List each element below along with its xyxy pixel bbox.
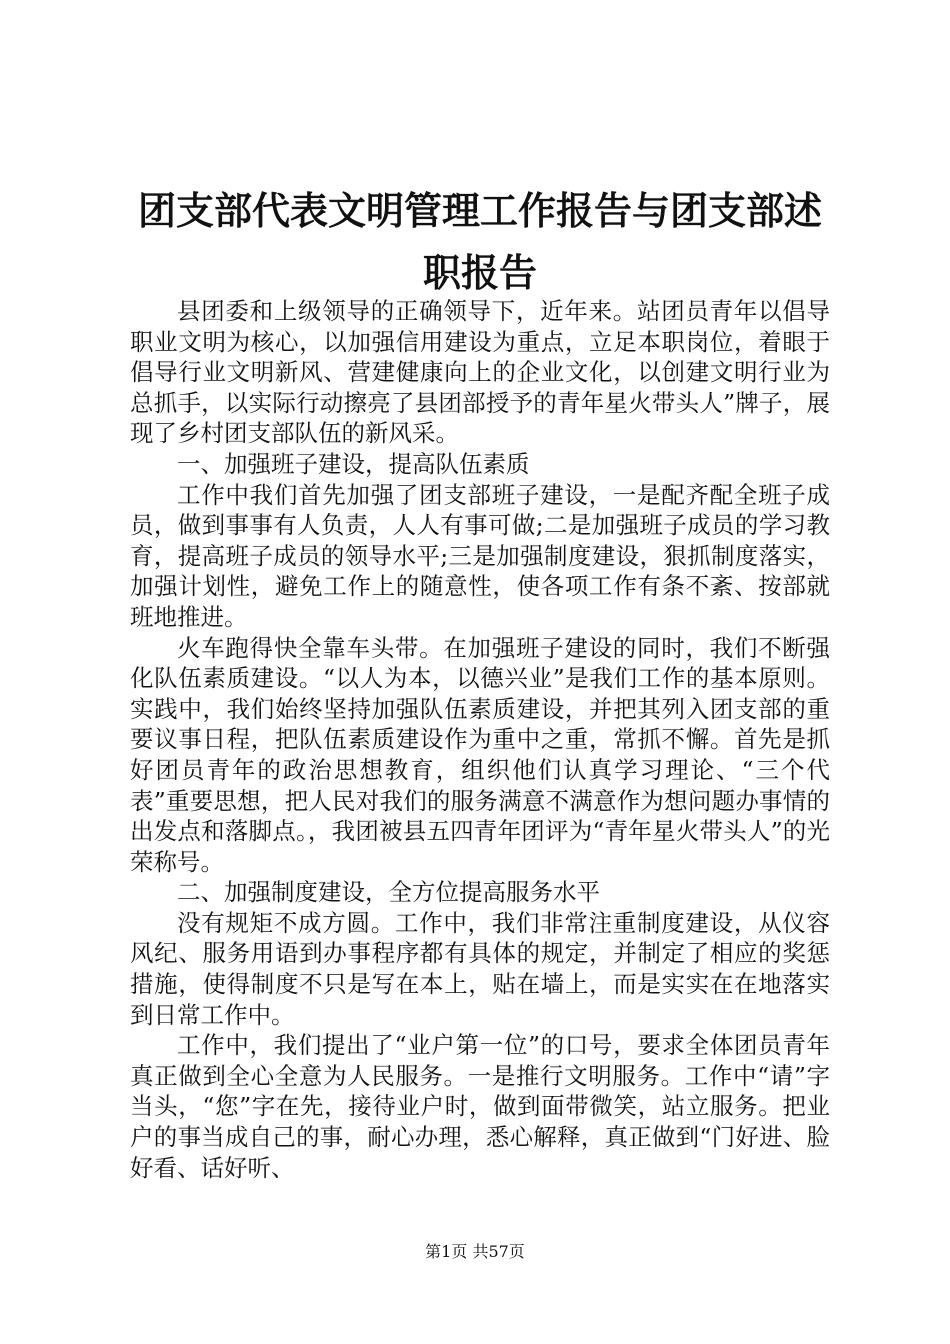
section-heading-1: 一、加强班子建设，提高队伍素质	[177, 449, 530, 478]
paragraph-intro: 县团委和上级领导的正确领导下，近年来。站团员青年以倡导职业文明为核心，以加强信用建设为重点，立足本职岗位，着眼于倡导行业文明新风、营建健康向上的企业文化，以创建文明行业为总抓手，以实际行动擦亮了县团部授予的青年星火带头人”牌子，展现了乡村团支部队伍的新风采。	[130, 297, 830, 448]
document-title: 团支部代表文明管理工作报告与团支部述职报告	[137, 189, 822, 295]
paragraph-rules: 没有规矩不成方圆。工作中，我们非常注重制度建设，从仪容风纪、服务用语到办事程序都有具体的规定，并制定了相应的奖惩措施，使得制度不只是写在本上，贴在墙上，而是实实在在地落实到日常工作中。	[130, 908, 830, 1029]
section-heading-2: 二、加强制度建设，全方位提高服务水平	[177, 878, 600, 907]
document-body	[130, 296, 830, 1183]
paragraph-service: 工作中，我们提出了“业户第一位”的口号，要求全体团员青年真正做到全心全意为人民服务。一是推行文明服务。工作中“请”字当头，“您”字在先，接待业户时，做到面带微笑，站立服务。把业户的事当成自己的事，耐心办理，悉心解释，真正做到“门好进、脸好看、话好听、	[130, 1031, 830, 1182]
paragraph-team-building: 工作中我们首先加强了团支部班子建设，一是配齐配全班子成员，做到事事有人负责，人人有事可做;二是加强班子成员的学习教育，提高班子成员的领导水平;三是加强制度建设，狠抓制度落实，加强计划性，避免工作上的随意性，使各项工作有条不紊、按部就班地推进。	[130, 480, 830, 631]
page-number: 第1页 共57页	[425, 1242, 525, 1261]
paragraph-quality-building: 火车跑得快全靠车头带。在加强班子建设的同时，我们不断强化队伍素质建设。“以人为本，以德兴业”是我们工作的基本原则。实践中，我们始终坚持加强队伍素质建设，并把其列入团支部的重要议事日程，把队伍素质建设作为重中之重，常抓不懈。首先是抓好团员青年的政治思想教育，组织他们认真学习理论、“三个代表”重要思想，把人民对我们的服务满意不满意作为想问题办事情的出发点和落脚点。，我团被县五四青年团评为“青年星火带头人”的光荣称号。	[130, 633, 830, 876]
